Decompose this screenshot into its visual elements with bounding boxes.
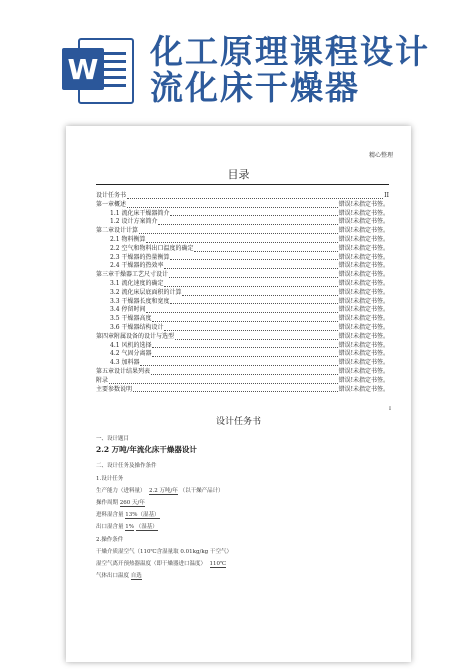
- toc-entry-page: 错误!未指定书签。: [338, 227, 389, 235]
- toc-entry-page: 错误!未指定书签。: [338, 385, 389, 393]
- capacity-line: 生产能力（进料量） 2.2 万吨/年 （以干燥产品计）: [96, 488, 224, 494]
- toc-entry-page: 错误!未指定书签。: [338, 297, 389, 305]
- toc-entry-page: 错误!未指定书签。: [338, 262, 389, 270]
- toc-entry-page: II: [384, 192, 389, 199]
- toc-entry[interactable]: [96, 227, 389, 236]
- toc-entry-title: 第一章概述: [96, 200, 127, 208]
- toc-entry-page: 错误!未指定书签。: [338, 288, 389, 296]
- toc-leader-dots: [164, 268, 337, 269]
- toc-entry-page: 错误!未指定书签。: [338, 271, 389, 279]
- toc-entry-title: 4.1 风机的选择: [110, 341, 152, 349]
- toc-leader-dots: [139, 233, 338, 234]
- toc-entry-title: 1.2 设计方案简介: [110, 218, 158, 226]
- toc-entry-title: 附录: [96, 376, 109, 384]
- toc-leader-dots: [170, 259, 337, 260]
- toc-entry[interactable]: [96, 236, 389, 245]
- toc-entry[interactable]: [96, 280, 389, 289]
- toc-entry-title: 3.3 干燥器长度和宽度: [110, 297, 170, 305]
- toc-leader-dots: [109, 383, 338, 384]
- toc-leader-dots: [164, 286, 337, 287]
- toc-entry[interactable]: [96, 201, 389, 210]
- toc-entry-page: 错误!未指定书签。: [338, 218, 389, 226]
- toc-entry-title: 主要参数说明: [96, 385, 133, 393]
- banner-title-line-1: 化工原理课程设计: [150, 32, 430, 71]
- toc-entry-page: 错误!未指定书签。: [338, 341, 389, 349]
- section-title: 设计任务书: [215, 417, 261, 427]
- toc-entry-page: 错误!未指定书签。: [338, 376, 389, 384]
- gas-outlet-temp-line: 气体出口温度 自选: [96, 573, 142, 579]
- document-page: [66, 126, 411, 662]
- toc-entry[interactable]: [96, 359, 389, 368]
- toc-leader-dots: [146, 242, 337, 243]
- toc-entry[interactable]: [96, 306, 389, 315]
- toc-entry-page: 错误!未指定书签。: [338, 279, 389, 287]
- toc-leader-dots: [133, 391, 338, 392]
- toc-entry-title: 2.4 干燥器的热效率: [110, 262, 164, 270]
- page-number: I: [389, 406, 391, 412]
- toc-entry-title: 4.2 气固分离器: [110, 350, 152, 358]
- body-subheading-conditions: 2.操作条件: [96, 537, 124, 543]
- toc-entry-title: 4.3 加料器: [110, 359, 140, 367]
- design-topic: 2.2 万吨/年流化床干燥器设计: [96, 445, 197, 454]
- body-heading-task: 二、设计任务及操作条件: [96, 463, 157, 469]
- toc-entry-page: 错误!未指定书签。: [338, 200, 389, 208]
- toc-entry-title: 第二章设计计算: [96, 227, 139, 235]
- toc-title: 目录: [227, 168, 250, 181]
- toc-leader-dots: [152, 347, 337, 348]
- toc-leader-dots: [182, 295, 337, 296]
- toc-leader-dots: [170, 215, 337, 216]
- toc-entry[interactable]: [96, 289, 389, 298]
- toc-entry[interactable]: [96, 350, 389, 359]
- toc-leader-dots: [127, 198, 383, 199]
- toc-entry-title: 1.1 流化床干燥器简介: [110, 209, 170, 217]
- toc-entry-title: 3.2 流化床层底面积的计算: [110, 288, 182, 296]
- toc-divider: [96, 184, 389, 185]
- toc-entry-title: 2.3 干燥器的热量衡算: [110, 253, 170, 261]
- toc-leader-dots: [152, 321, 337, 322]
- toc-entry-page: 错误!未指定书签。: [338, 209, 389, 217]
- toc-leader-dots: [175, 339, 338, 340]
- toc-leader-dots: [194, 251, 337, 252]
- toc-entry-title: 3.5 干燥器高度: [110, 315, 152, 323]
- toc-entry-title: 2.2 空气和物料出口温度的确定: [110, 244, 194, 252]
- toc-entry-page: 错误!未指定书签。: [338, 306, 389, 314]
- toc-entry-title: 第五章设计结果列表: [96, 367, 151, 375]
- toc-entry[interactable]: [96, 368, 389, 377]
- toc-entry[interactable]: [96, 271, 389, 280]
- toc-leader-dots: [127, 207, 338, 208]
- toc-leader-dots: [164, 330, 337, 331]
- toc-entry-page: 错误!未指定书签。: [338, 332, 389, 340]
- outlet-moisture-line: 出口湿含量 1% （湿基）: [96, 524, 158, 530]
- toc-entry-page: 错误!未指定书签。: [338, 359, 389, 367]
- inlet-moisture-line: 进料湿含量 13%（湿基）: [96, 512, 160, 518]
- toc-entry-title: 2.1 物料衡算: [110, 235, 146, 243]
- operating-cycle-line: 操作周期 260 天/年: [96, 500, 145, 506]
- toc-entry-page: 错误!未指定书签。: [338, 315, 389, 323]
- toc-entry-page: 错误!未指定书签。: [338, 244, 389, 252]
- toc-leader-dots: [169, 277, 338, 278]
- header-note: 精心整理: [368, 152, 393, 159]
- toc-entry-page: 错误!未指定书签。: [338, 323, 389, 331]
- toc-entry[interactable]: [96, 324, 389, 333]
- toc-entry[interactable]: [96, 262, 389, 271]
- toc-leader-dots: [146, 312, 337, 313]
- body-heading-topic: 一、设计题目: [96, 436, 130, 442]
- toc-entry[interactable]: [96, 377, 389, 386]
- body-subheading-task: 1.设计任务: [96, 476, 124, 482]
- toc-entry-page: 错误!未指定书签。: [338, 235, 389, 243]
- word-icon: [62, 38, 134, 104]
- table-of-contents: [96, 192, 389, 394]
- toc-entry-page: 错误!未指定书签。: [338, 350, 389, 358]
- toc-entry[interactable]: [96, 315, 389, 324]
- toc-entry-title: 设计任务书: [96, 192, 127, 199]
- toc-entry[interactable]: [96, 386, 389, 395]
- toc-entry-title: 3.4 停留时间: [110, 306, 146, 314]
- toc-entry[interactable]: [96, 333, 389, 342]
- toc-entry-title: 3.1 流化速度的确定: [110, 279, 164, 287]
- toc-entry-title: 第三章干燥器工艺尺寸设计: [96, 271, 169, 279]
- toc-entry-title: 第四章附属设备的设计与选型: [96, 332, 175, 340]
- toc-leader-dots: [151, 374, 338, 375]
- word-logo-tile: W: [62, 48, 104, 90]
- toc-leader-dots: [158, 224, 337, 225]
- toc-entry-page: 错误!未指定书签。: [338, 253, 389, 261]
- toc-leader-dots: [170, 303, 337, 304]
- toc-entry[interactable]: [96, 245, 389, 254]
- toc-entry[interactable]: [96, 192, 389, 201]
- toc-entry[interactable]: [96, 218, 389, 227]
- toc-leader-dots: [152, 356, 337, 357]
- drying-medium-line: 干燥介质湿空气（110℃含湿量取 0.01kg/kg 干空气）: [96, 549, 232, 555]
- banner-title-line-2: 流化床干燥器: [150, 68, 360, 107]
- toc-entry-page: 错误!未指定书签。: [338, 367, 389, 375]
- toc-leader-dots: [140, 365, 337, 366]
- preheater-temp-line: 湿空气离开预热器温度（即干燥器进口温度） 110℃: [96, 561, 227, 567]
- toc-entry-title: 3.6 干燥器结构设计: [110, 323, 164, 331]
